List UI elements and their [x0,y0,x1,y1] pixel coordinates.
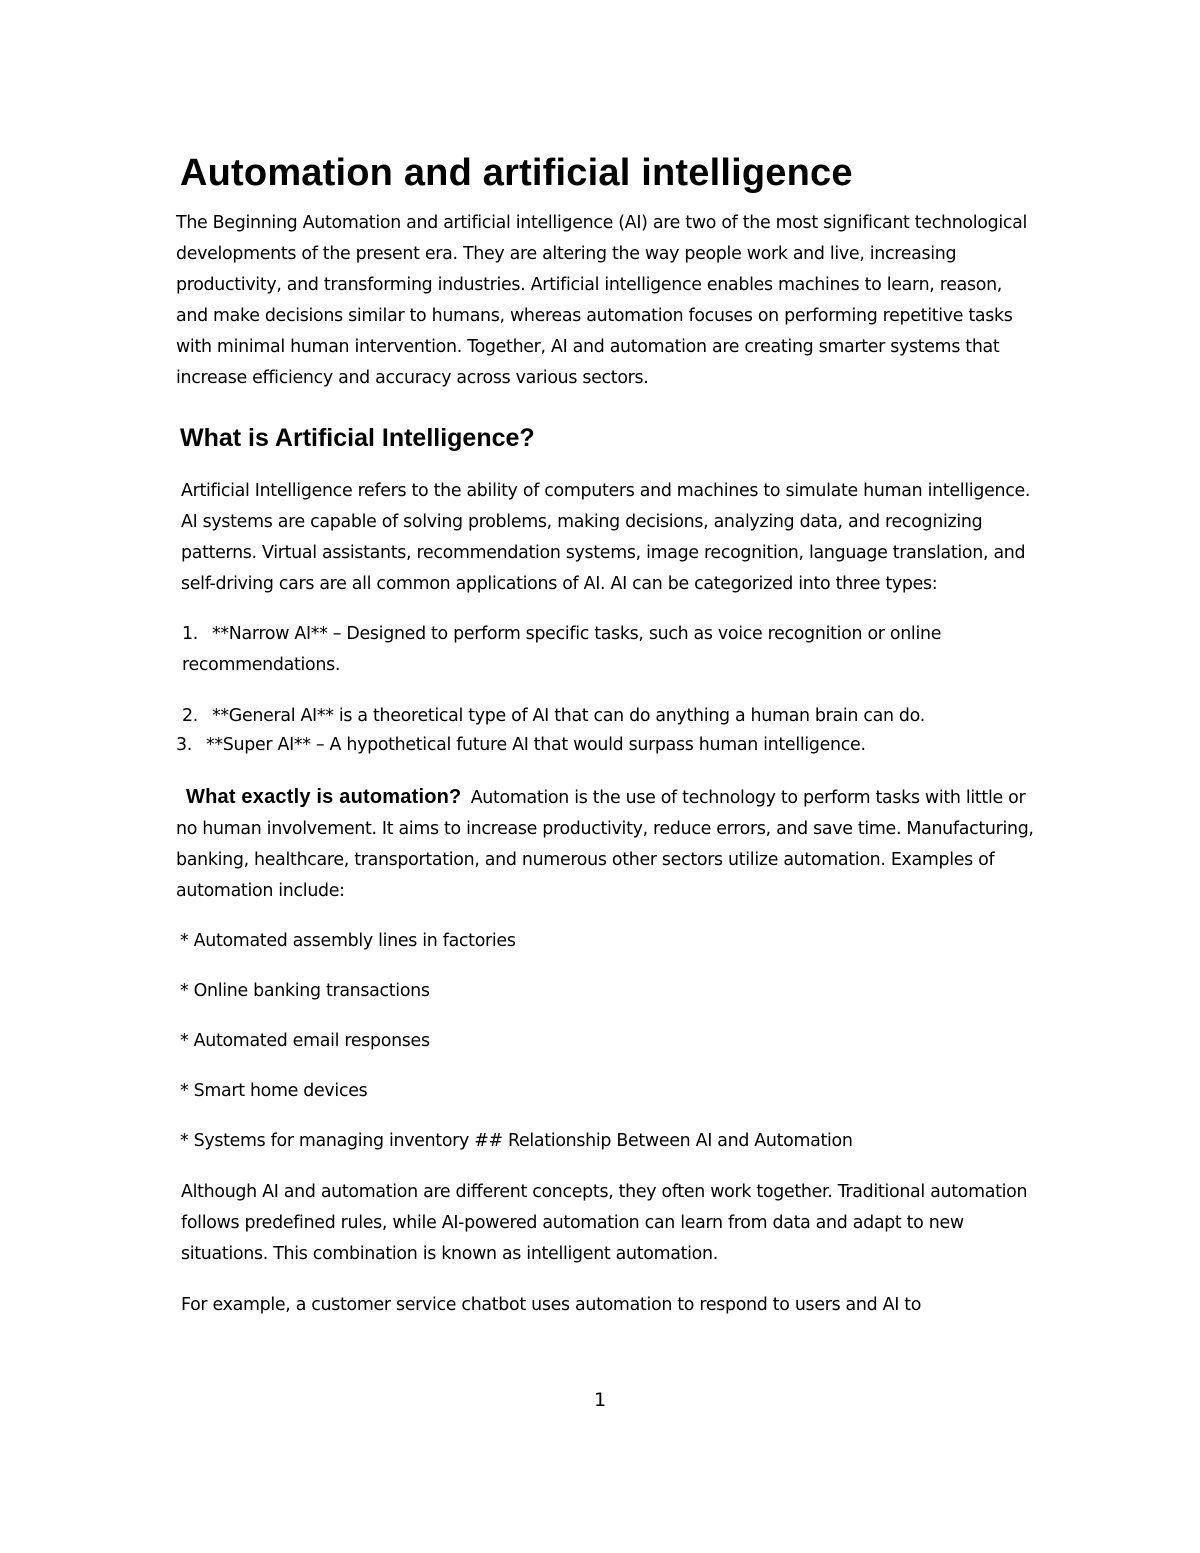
relationship-paragraph: Although AI and automation are different concepts, they often work together. Traditional automation follows predefined rules, while AI-powered automation can learn from data and adapt to new situations. This combination is known as intelligent automation. [181,1182,1028,1264]
list-item: * Systems for managing inventory ## Relationship Between AI and Automation [180,1131,853,1151]
list-item-number: 3. [176,735,192,755]
automation-paragraph [176,782,1036,907]
automation-body: Automation is the use of technology to perform tasks with little or no human involvement. It aims to increase productivity, reduce errors, and save time. Manufacturing, banking, healthcare, transportation, and numerous other sectors utilize automation. Examples of automation include: [176,788,1034,901]
page-number: 1 [593,1389,607,1411]
automation-examples-list [176,926,1036,1157]
list-item-text: **Super AI** – A hypothetical future AI that would surpass human intelligence. [206,735,866,755]
document-title: Automation and artificial intelligence [180,152,853,194]
list-item: * Automated email responses [180,1031,430,1051]
list-item: * Smart home devices [180,1081,368,1101]
list-item [176,730,1036,761]
example-paragraph: For example, a customer service chatbot uses automation to respond to users and AI to [181,1295,922,1315]
section-heading-ai: What is Artificial Intelligence? [180,424,535,452]
section-heading-automation: What exactly is automation? [186,786,462,808]
ai-definition-paragraph: Artificial Intelligence refers to the ability of computers and machines to simulate human intelligence. AI systems are capable of solving problems, making decisions, analyzing data, and recognizing patterns. Virtual assistants, recommendation systems, image recognition, language translation, and self-driving cars are all common applications of AI. AI can be categorized into three types: [181,481,1031,594]
list-item [176,701,1036,732]
intro-paragraph: The Beginning Automation and artificial intelligence (AI) are two of the most significant technological developments of the present era. They are altering the way people work and live, increasing productivity, and transforming industries. Artificial intelligence enables machines to learn, reason, and make decisions similar to humans, whereas automation focuses on performing repetitive tasks with minimal human intervention. Together, AI and automation are creating smarter systems that increase efficiency and accuracy across various sectors. [176,213,1028,388]
list-item-text: **General AI** is a theoretical type of AI that can do anything a human brain can do. [212,706,925,726]
list-item-number: 1. [182,624,198,644]
list-item: * Automated assembly lines in factories [180,931,516,951]
list-item [176,619,1036,681]
document-body [176,148,1036,1321]
list-item-number: 2. [182,706,198,726]
ai-types-list [176,619,1036,761]
list-item: * Online banking transactions [180,981,430,1001]
list-item-text: **Narrow AI** – Designed to perform specific tasks, such as voice recognition or online recommendations. [182,624,942,675]
